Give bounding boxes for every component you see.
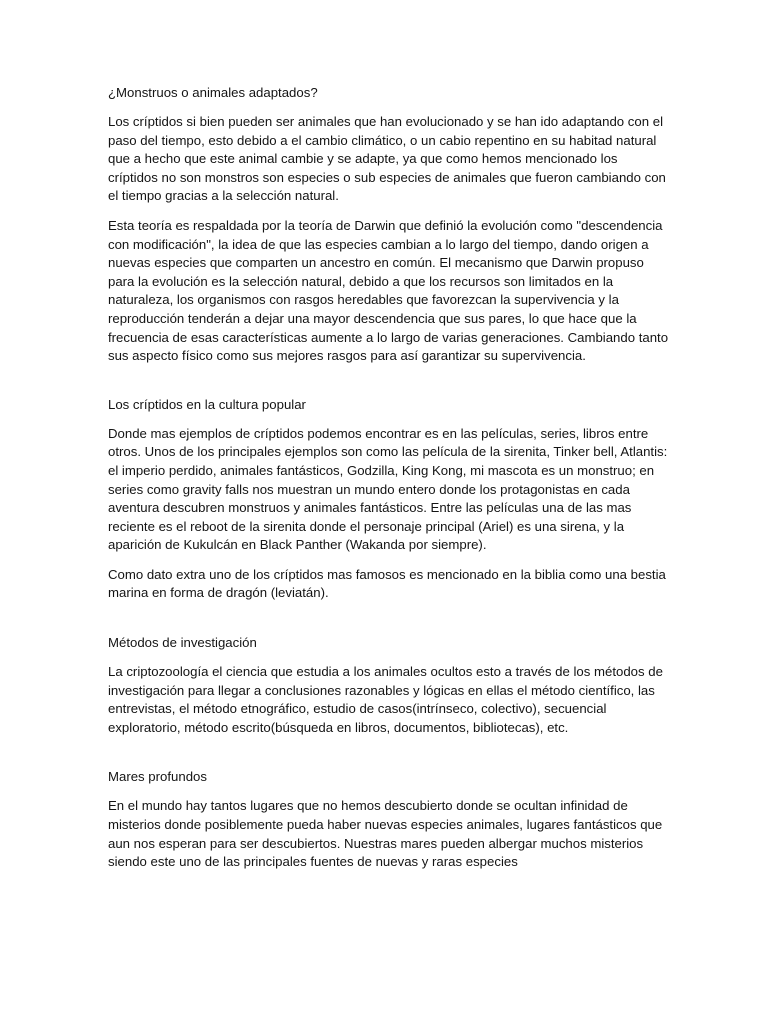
spacer (108, 377, 670, 396)
section-title: Los críptidos en la cultura popular (108, 396, 306, 412)
paragraph: Esta teoría es respaldada por la teoría de Darwin que definió la evolución como "descendencia con modificación", la idea de que las especies cambian a lo largo del tiempo, dando origen a nuevas especies que comparten un ancestro en común. El mecanismo que Darwin propuso para la evolución es la selección natural, debido a que los recursos son limitados en la naturaleza, los organismos con rasgos heredables que favorezcan la supervivencia y la reproducción tenderán a dejar una mayor descendencia que sus pares, lo que hace que la frecuencia de esas características aumente a lo largo de varias generaciones. Cambiando tanto sus aspecto físico como sus mejores rasgos para así garantizar su supervivencia. (108, 217, 669, 364)
section-mares (108, 768, 670, 871)
paragraph: La criptozoología el ciencia que estudia a los animales ocultos esto a través de los métodos de investigación para llegar a conclusiones razonables y lógicas en ellas el método científico, las entrevistas, el método etnográfico, estudio de casos(intrínseco, colectivo), secuencial exploratorio, método escrito(búsqueda en libros, documentos, bibliotecas), etc. (108, 664, 663, 735)
section-cultura-popular (108, 396, 670, 603)
section-title: Métodos de investigación (108, 635, 257, 651)
document-page (108, 84, 670, 883)
section-title: ¿Monstruos o animales adaptados? (108, 85, 318, 100)
paragraph: Los críptidos si bien pueden ser animales que han evolucionado y se han ido adaptando con el paso del tiempo, esto debido a el cambio climático, o un cabio repentino en su habitad natural que a hecho que este animal cambie y se adapte, ya que como hemos mencionado los críptidos no son monstros son especies o sub especies de animales que fueron cambiando con el tiempo gracias a la selección natural. (108, 114, 666, 204)
section-title: Mares profundos (108, 769, 207, 785)
section-metodos (108, 634, 670, 737)
paragraph: En el mundo hay tantos lugares que no hemos descubierto donde se ocultan infinidad de misterios donde posiblemente pueda haber nuevas especies animales, lugares fantásticos que aun nos esperan para ser descubiertos. Nuestras mares pueden albergar muchos misterios siendo este uno de las principales fuentes de nuevas y raras especies (108, 798, 663, 870)
section-monstruos (108, 84, 670, 366)
spacer (108, 748, 670, 768)
paragraph: Donde mas ejemplos de críptidos podemos encontrar es en las películas, series, libros entre otros. Unos de los principales ejemplos son como las película de la sirenita, Tinker bell, Atlantis: el imperio perdido, animales fantásticos, Godzilla, King Kong, mi mascota es un monstruo; en series como gravity falls nos muestran un mundo entero donde los protagonistas en cada aventura descubren monstruos y animales fantásticos. Entre las películas una de las mas reciente es el reboot de la sirenita donde el personaje principal (Ariel) es una sirena, y la aparición de Kukulcán en Black Panther (Wakanda por siempre). (108, 425, 668, 553)
paragraph: Como dato extra uno de los críptidos mas famosos es mencionado en la biblia como una bestia marina en forma de dragón (leviatán). (108, 566, 666, 601)
spacer (108, 614, 670, 634)
